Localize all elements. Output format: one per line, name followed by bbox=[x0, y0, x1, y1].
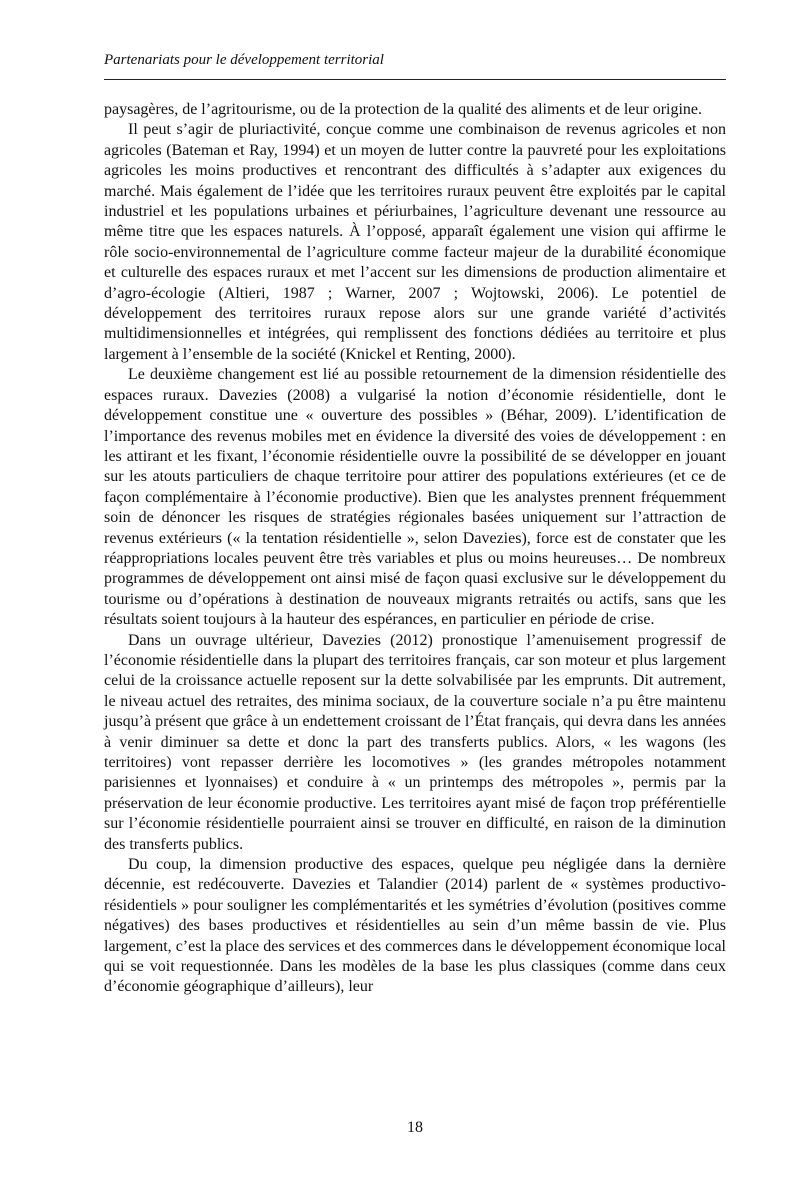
page-number: 18 bbox=[407, 1119, 423, 1136]
paragraph: Il peut s’agir de pluriactivité, conçue comme une combinaison de revenus agricoles et non agricoles (Bateman et Ray, 1994) et un moyen de lutter contre la pauvreté pour les exploitations agricoles les moins productives et rencontrant des difficultés à s’adapter aux exigences du marché. Mais également de l’idée que les territoires ruraux peuvent être exploités par le capital industriel et les populations urbaines et périurbaines, l’agriculture devenant une ressource au même titre que les espaces naturels. À l’opposé, apparaît également une vision qui affirme le rôle socio-environnemental de l’agriculture comme facteur majeur de la durabilité économique et culturelle des espaces ruraux et met l’accent sur les dimensions de production alimentaire et d’agro-écologie (Altieri, 1987 ; Warner, 2007 ; Wojtowski, 2006). Le potentiel de développement des territoires ruraux repose alors sur une grande variété d’activités multidimensionnelles et intégrées, qui remplissent des fonctions dédiées au territoire et plus largement à l’ensemble de la société (Knickel et Renting, 2000). bbox=[104, 121, 726, 363]
document-page bbox=[104, 0, 726, 1200]
body-text bbox=[104, 100, 726, 998]
header-rule bbox=[104, 79, 726, 80]
paragraph: Du coup, la dimension productive des espaces, quelque peu négligée dans la dernière décennie, est redécouverte. Davezies et Talandier (2014) parlent de « systèmes productivo-résidentiels » pour souligner les complémentarités et les symétries d’évolution (positives comme négatives) des bases productives et résidentielles au sein d’un même bassin de vie. Plus largement, c’est la place des services et des commerces dans le développement économique local qui se voit requestionnée. Dans les modèles de la base les plus classiques (comme dans ceux d’économie géographique d’ailleurs), leur bbox=[104, 856, 726, 996]
paragraph: Le deuxième changement est lié au possible retournement de la dimension résidentielle des espaces ruraux. Davezies (2008) a vulgarisé la notion d’économie résidentielle, dont le développement constitue une « ouverture des possibles » (Béhar, 2009). L’identification de l’importance des revenus mobiles met en évidence la diversité des voies de développement : en les attirant et les fixant, l’économie résidentielle ouvre la possibilité de se développer en jouant sur les atouts particuliers de chaque territoire pour attirer des populations extérieures (et ce de façon complémentaire à l’économie productive). Bien que les analystes prennent fréquemment soin de dénoncer les risques de stratégies régionales basées uniquement sur l’attraction de revenus extérieurs (« la tentation résidentielle », selon Davezies), force est de constater que les réappropriations locales peuvent être très variables et plus ou moins heureuses… De nombreux programmes de développement ont ainsi misé de façon quasi exclusive sur le développement du tourisme ou d’opérations à destination de nouveaux migrants retraités ou actifs, sans que les résultats soient toujours à la hauteur des espérances, en particulier en période de crise. bbox=[104, 366, 726, 629]
paragraph: Dans un ouvrage ultérieur, Davezies (2012) pronostique l’amenuisement progressif de l’économie résidentielle dans la plupart des territoires français, car son moteur et plus largement celui de la croissance actuelle reposent sur la dette solvabilisée par les emprunts. Dit autrement, le niveau actuel des retraites, des minima sociaux, de la couverture sociale n’a pu être maintenu jusqu’à présent que grâce à un endettement croissant de l’État français, qui devra dans les années à venir diminuer sa dette et donc la part des transferts publics. Alors, « les wagons (les territoires) vont repasser derrière les locomotives » (les grandes métropoles notamment parisiennes et lyonnaises) et conduire à « un printemps des métropoles », permis par la préservation de leur économie productive. Les territoires ayant misé de façon trop préférentielle sur l’économie résidentielle pourraient ainsi se trouver en difficulté, en raison de la diminution des transferts publics. bbox=[104, 631, 726, 853]
paragraph-continuation: paysagères, de l’agritourisme, ou de la protection de la qualité des aliments et de leur origine. bbox=[104, 101, 703, 118]
running-header: Partenariats pour le développement territorial bbox=[104, 52, 384, 68]
